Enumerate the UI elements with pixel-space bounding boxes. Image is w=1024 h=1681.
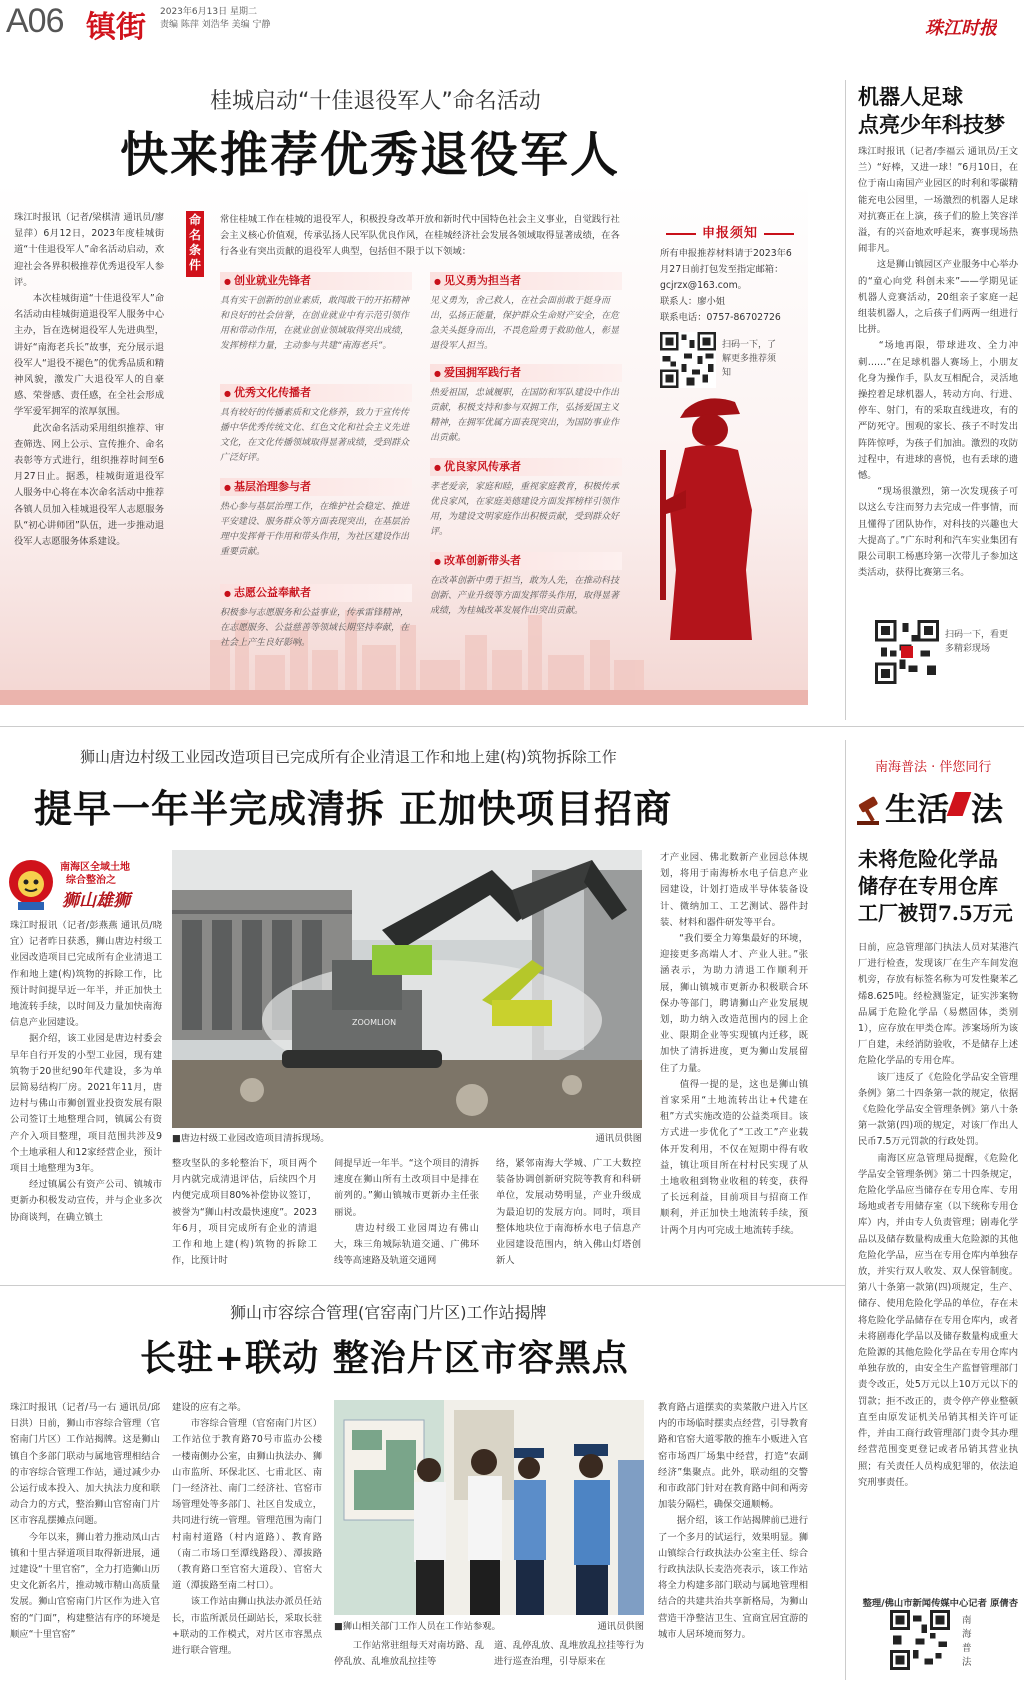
- logo-text: 生活: [885, 790, 950, 828]
- photo-credit: 通讯员供图: [597, 1621, 644, 1632]
- category-innovation: [430, 552, 622, 619]
- photo-credit: 通讯员供图: [595, 1133, 642, 1144]
- story2-right-column: 才产业园、佛北数新产业园总体规划，将用于南海桥水电子信息产业园建设，计划打造成半导体装备设计、微纳加工、工艺测试、器件封装、材料和器件研发等平台。 “我们要全力筹集最好的环境，迎接更多高端人才、产业人驻。”张涵表示，为助力清退工作顺利开展，狮山镇城市更新办积极联合环保办等部门，聘请狮山产业发展规划，助力纳入改造范围内的园上企业、限期企业等实现镇内迁移，既加快了清拆进度，更为狮山发展留住了力量。 值得一提的是，这也是狮山镇首家采用“土地流转出让+代建在租”方式实施改造的公益类项目。该方式进一步优化了“工改工”产业载体开发利用，不仅在短期中得有收益，镇让项目所在村村民实现了从土地收租到物业收租的转变，获得了长远利益，目前项目与招商工作顺利，并正加快土地流转手续，预计两个月内可完成土地流转手续。: [660, 852, 808, 1236]
- logo-text: 法: [971, 790, 1004, 828]
- category-title: ● 优秀文化传播者: [220, 384, 412, 402]
- story2-headline: 提早一年半完成清拆 正加快项目招商: [34, 787, 673, 831]
- story3-headline: 长驻+联动 整治片区市容黑点: [140, 1338, 629, 1379]
- header-meta: [160, 6, 270, 32]
- naming-criteria-tag: 命名条件: [186, 211, 204, 277]
- right2-byline: 整理/佛山市新闻传媒中心记者 原倩杏: [862, 1598, 1018, 1609]
- category-title: ● 爱国拥军践行者: [430, 364, 622, 382]
- category-title: ● 优良家风传承者: [430, 458, 622, 476]
- right1-headline-line: 机器人足球: [858, 85, 963, 109]
- category-body: 热爱祖国，忠诚履职，在国防和军队建设中作出贡献，积极支持和参与双拥工作，弘扬爱国主义精神，在拥军优属方面表现突出，为国防事业作出贡献。: [430, 388, 620, 443]
- right2-headline: [858, 846, 1013, 927]
- workstation-visit-photo: [334, 1400, 644, 1615]
- divider: [845, 80, 846, 720]
- right2-headline-line: 工厂被罚7.5万元: [858, 901, 1013, 925]
- category-body: 孝老爱亲，家庭和睦，重视家庭教育，积极传承优良家风，在家庭美德建设方面发挥榜样引领作用，为建设文明家庭作出积极贡献，受到群众好评。: [430, 482, 620, 537]
- story3-column: 建设的应有之举。 市容综合管理（官窑南门片区）工作站位于教育路70号市监办公楼一楼南侧办公室，由狮山执法办、狮山市监所、环保北区、七甫北区、南门一经济社、南门二经济社、官窑市场管理处等多部门、社区自发成立，共同进行统一管理。管理范围为南门村南村道路（村内道路）、教育路（南二市场口至潭线路段）、潭拔路（教育路口至官窑大道段）、官窑大道（潭拔路至南二村口）。 该工作站由狮山执法办派员任站长，市监所派员任副站长，采取长驻+联动的工作模式，对片区市容黑点进行联合管理。: [172, 1402, 322, 1657]
- story3-column: 工作站常驻组每天对南坊路、乱停乱放、乱堆放乱拉挂等: [334, 1640, 484, 1668]
- right2-headline-line: 未将危险化学品: [858, 847, 998, 871]
- category-title: ● 基层治理参与者: [220, 478, 412, 496]
- badge-line: 综合整治之: [66, 875, 116, 886]
- story1-headline: 快来推荐优秀退役军人: [120, 127, 621, 183]
- story2-photo-caption: [172, 1130, 642, 1144]
- right1-qr-caption: 扫码一下，看更多精彩现场: [945, 630, 1009, 654]
- category-body: 在改革创新中勇于担当，敢为人先，在推动科技创新、产业升级等方面发挥带头作用，取得显著成绩，为桂城改革发展作出突出贡献。: [430, 576, 620, 616]
- category-body: 具有较好的传播素质和文化修养，致力于宣传传播中华优秀传统文化、红色文化和社会主义先进文化，在文化传播领域取得显著成绩，受到群众广泛好评。: [220, 408, 410, 463]
- story3-photo-caption: [334, 1618, 644, 1632]
- life-and-law-logo: [855, 778, 1015, 832]
- category-title: ● 见义勇为担当者: [430, 272, 622, 290]
- category-body: 具有实干创新的创业素质，敢闯敢干的开拓精神和良好的社会信誉，在创业就业中有示范引领作用和带动作用，在就业创业领域取得突出成绩，发挥榜样力量，主动参与共建“南海老兵”。: [220, 296, 410, 351]
- category-title: ● 志愿公益奉献者: [220, 584, 412, 602]
- story2-column: 间提早近一年半。“这个项目的清拆速度在狮山所有土改项目中是排在前列的。”狮山镇城市更新办主任张丽说。 唐边村级工业园周边有佛山大，珠三角城际轨道交通、广佛环线等高速路及轨道交通网: [334, 1158, 479, 1267]
- divider: [845, 740, 846, 1680]
- date-line: 2023年6月13日 星期二: [160, 7, 257, 17]
- right2-body: 日前，应急管理部门执法人员对某港汽厂进行检查，发现该厂在生产车间发泡机旁，存放有标签名称为可发性聚苯乙烯8.625吨。经检测鉴定，证实涉案物品属于危险化学品（易燃固体，类别1），应存放在甲类仓库。涉案场所为该厂自建，未经消防验收，不是储存上述危险化学品的专用仓库。 该厂违反了《危险化学品安全管理条例》第二十四条第一款的规定，依据《危险化学品安全管理条例》第八十条第一款第(四)项的规定，对该厂作出人民币7.5万元罚款的行政处罚。 南海区应急管理局提醒，《危险化学品安全管理条例》第二十四条规定，危险化学品应当储存在专用仓库、专用场地或者专用储存室（以下统称专用仓库）内，并由专人负责管理；剧毒化学品以及储存数量构成重大危险源的其他危险化学品，应当在专用仓库内单独存放，并实行双人收发、双人保管制度。第八十条第一款第(四)项规定，生产、储存、使用危险化学品的单位，存在未将危险化学品储存在专用仓库内，或者未将剧毒化学品以及储存数量构成重大危险源的其他危险化学品在专用仓库内单独存放的，由安全生产监督管理部门责令改正，处5万元以上10万元以下的罚款；拒不改正的，责令停产停业整顿直至由原发证机关吊销其相关许可证件，并由工商行政管理部门责令其办理经营范围变更登记或者吊销其营业执照；有关责任人员构成犯罪的，依法追究刑事责任。: [858, 942, 1018, 1488]
- notice-title: 申报须知: [660, 222, 800, 241]
- category-body: 见义勇为，舍己救人，在社会面前敢于挺身而出，弘扬正能量，保护群众生命财产安全，在危急关头挺身而出，不畏危险勇于救助他人，彰显退役军人担当。: [430, 296, 620, 351]
- editors-line: 责编 陈萍 刘浩华 美编 宁静: [160, 20, 271, 30]
- right2-headline-line: 储存在专用仓库: [858, 874, 998, 898]
- section-name: 镇街: [86, 10, 146, 45]
- notice-qr-caption: 扫码一下，了解更多推荐须知: [722, 340, 777, 378]
- right2-qr-caption: 南海普法: [962, 1615, 972, 1668]
- soldier-silhouette-illustration: [640, 390, 770, 640]
- category-entrepreneur: [220, 272, 412, 354]
- divider: [0, 726, 1024, 727]
- story2-kicker: 狮山唐边村级工业园改造项目已完成所有企业清退工作和地上建(构)筑物拆除工作: [80, 748, 617, 766]
- qr-code-icon[interactable]: [890, 1610, 950, 1670]
- right1-headline: [858, 83, 1005, 139]
- qr-code-icon[interactable]: [875, 620, 939, 684]
- land-remediation-badge: [6, 856, 166, 916]
- story3-right-column: 教育路占道摆卖的卖菜散户进入片区内的市场临时摆卖点经营，引导教育路和官窑大道零散的推车小贩进入官窑市场西厂场集中经营，打造“农副经济”集聚点。此外，联动组的交警和市政部门针对在教育路中间和两旁加装分隔栏，确保交通顺畅。 据介绍，该工作站揭牌前已进行了一个多月的试运行，效果明显。狮山镇综合行政执法办公室主任、综合行政执法队长麦浩亮表示，该工作站将全力构建多部门联动与属地管理相结合的共建共治共享新格局，为狮山营造干净整洁卫生、宜商宜居宜游的城市人居环境而努力。: [658, 1402, 808, 1640]
- category-brave: [430, 272, 622, 354]
- category-body: 积极参与志愿服务和公益事业，传承雷锋精神，在志愿服务、公益慈善等领域长期坚持奉献，在社会上产生良好影响。: [220, 608, 410, 648]
- gavel-icon: [855, 796, 883, 826]
- lightning-icon: [947, 792, 972, 816]
- right1-headline-line: 点亮少年科技梦: [858, 113, 1005, 137]
- right1-body: 珠江时报讯（记者/李福云 通讯员/王文兰）“好棒，又进一球！”6月10日，在位于南山南国产业园区的时利和零碳精能充电公园里，一场激烈的机器人足球对抗赛正在上演，孩子们的脸上笑容洋溢，有的兴奋地欢呼起来，赛事现场热闹非凡。 这是狮山镇园区产业服务中心举办的“童心向党 科创未来”——学期见证机器人竞赛活动，20组亲子家庭一起组装机器人，之后孩子们两两一组进行比拼。 “场地再限，带球进攻、全力冲刺……”在足球机器人赛场上，小朋友化身为操作手，队友互相配合，灵活地操控着足球机器人，转动方向、行进、停车、射门，有的采取直线进攻，有的严防死守。围观的家长、孩子不时发出阵阵惊呼，为孩子们加油。激烈的攻防过程中，有进球的喜悦，也有丢球的遗憾。 “现场很激烈，第一次发现孩子可以这么专注而努力去完成一件事情，而且懂得了团队协作，对科技的兴趣也大大提高了。”广东时利和汽车实业集团有限公司职工杨惠玲第一次带儿子参加这类活动，获得比赛第三名。: [858, 146, 1018, 579]
- badge-brand: 狮山雄狮: [62, 891, 130, 911]
- qr-code-icon[interactable]: [660, 332, 716, 388]
- story3-column: 珠江时报讯（记者/马一右 通讯员/邱日洪）日前，狮山市容综合管理（官窑南门片区）工作站揭牌。这是狮山镇自个多部门联动与属地管理相结合的市容综合管理工作站，通过减少办公运行成本投入、加大执法力度和联动合力的方式，整治狮山官窑南门片区市容乱摆摊点问题。 今年以来，狮山着力推动凤山古镇和十里古驿道项目取得新进展，通过建设“十里官窑”，全力打造狮山历史文化新名片，推动城市精山高质量发展。狮山官窑南门片区作为进入官窑的“门面”，构建整洁有序的环境是顺应“十里官窑”: [10, 1402, 160, 1640]
- category-patriot: [430, 364, 622, 446]
- lion-mascot-icon: [6, 856, 56, 912]
- notice-body: 所有申报推荐材料请于2023年6月27日前打包发至指定邮箱：gcjrzx@163.com。 联系人：廖小姐 联系电话：0757-86702726: [660, 248, 792, 323]
- story1-lead-text: 珠江时报讯（记者/梁棋清 通讯员/廖显萍）6月12日，2023年度桂城街道“十佳退役军人”命名活动启动，欢迎社会各界积极推荐优秀退役军人参评。 本次桂城街道“十佳退役军人”命名活动由桂城街道退役军人服务中心主办，旨在选树退役军人先进典型，讲好“南海老兵长”故事，充分展示退役军人“退役不褪色”的优秀品质和精神风貌，激发广大退役军人的自豪感、荣誉感、责任感，在全社会形成学军爱军拥军的浓厚氛围。 此次命名活动采用组织推荐、审查筛选、网上公示、宣传推介、命名表彰等方式进行，组织推荐时间至6月27日止。据悉，桂城街道退役军人服务中心将在本次命名活动中推荐各镇人员加入桂城退役军人志愿服务队“初心讲师团”队伍，进一步推动退役军人志愿服务体系建设。: [14, 212, 164, 548]
- category-volunteer: [220, 584, 412, 651]
- masthead-logo: 珠江时报: [925, 18, 997, 39]
- category-culture: [220, 384, 412, 466]
- story3-kicker: 狮山市容综合管理(官窑南门片区)工作站揭牌: [230, 1303, 547, 1322]
- category-title: ● 创业就业先锋者: [220, 272, 412, 290]
- caption-text: ■狮山相关部门工作人员在工作站参观。: [334, 1621, 501, 1632]
- excavator-brand-label: ZOOMLION: [352, 1018, 397, 1027]
- story1-kicker: 桂城启动“十佳退役军人”命名活动: [210, 89, 541, 114]
- demolition-site-photo: [172, 850, 642, 1128]
- story2-lead-text: 珠江时报讯（记者/彭燕燕 通讯员/晓宜）记者昨日获悉，狮山唐边村级工业园改造项目已完成所有企业清退工作和地上建(构)筑物的拆除工作，比预计时间提早近一年半，并正加快土地流转手续，以时间及力量加快南海信息产业园建设。 据介绍，该工业园是唐边村委会早年自行开发的小型工业园，现有建筑物于20世纪90年代建设，多为单层简易结构厂房。2021年11月，唐边村与佛山市狮创置业投资发展有限公司签订土地整理合同，镇属公有资产介入项目整理，项目范围共涉及9个土地承租人和12家经营企业，预计项目土地整理为3年。 经过镇属公有资产公司、镇城市更新办积极发动宣传，并与企业多次协商谈判，在确立镇土: [10, 920, 162, 1223]
- caption-text: ■唐边村级工业园改造项目清拆现场。: [172, 1133, 330, 1144]
- category-title: ● 改革创新带头者: [430, 552, 622, 570]
- law-column-banner: 南海普法 · 伴您同行: [875, 760, 992, 775]
- category-body: 热心参与基层治理工作，在维护社会稳定、推进平安建设、服务群众等方面表现突出，在基层治理中发挥骨干作用和带头作用，为社区建设作出重要贡献。: [220, 502, 410, 557]
- story3-column: 道、乱停乱放、乱堆放乱拉挂等行为进行巡查治理，引导原来在: [494, 1640, 644, 1668]
- story1-criteria-intro: 常住桂城工作在桂城的退役军人，积极投身改革开放和新时代中国特色社会主义事业，自觉践行社会主义核心价值观，传承弘扬人民军队优良作风，在桂城经济社会发展各领域取得显著成绩，在各行各业有突出贡献的退役军人典型，包括但不限于以下领域：: [220, 214, 620, 257]
- story2-column: 络，紧邻南海大学城、广工大数控装备协调创新研究院等教育和科研单位，发展动势明显，产业升级成为最迫切的发展方向。同时，项目整体地块位于南海桥水电子信息产业园建设范围内，纳入佛山灯塔创新人: [496, 1158, 641, 1267]
- divider: [0, 1285, 845, 1286]
- story2-column: 整攻坚队的多轮整治下，项目两个月内就完成清退评估，后续四个月内便完成项目80%补偿协议签订，被誉为“狮山村改最快速度”。2023年6月，项目完成所有企业的清退工作和地上建(构)筑物的拆除工作，比预计时: [172, 1158, 317, 1267]
- page-number: A06: [6, 2, 64, 40]
- category-family: [430, 458, 622, 540]
- category-governance: [220, 478, 412, 560]
- badge-line: 南海区全域土地: [60, 862, 130, 873]
